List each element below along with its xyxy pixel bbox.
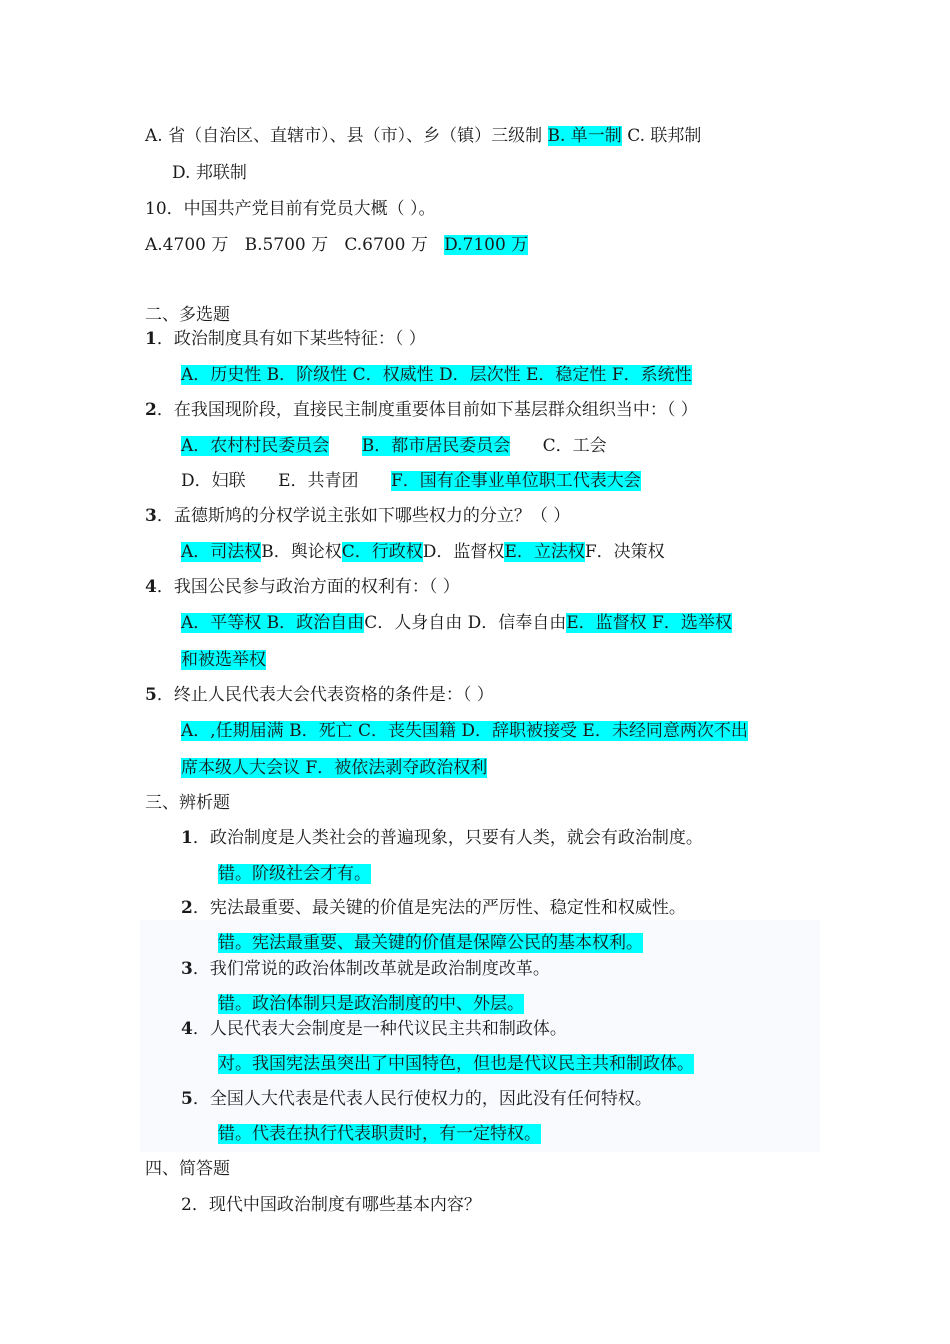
s2-q5-answer-2: 席本级人大会议 F．被依法剥夺政治权利 (181, 758, 488, 778)
s4-q2: 2．现代中国政治制度有哪些基本内容？ (181, 1195, 481, 1215)
s2-q3-stem (145, 504, 570, 528)
q10-option-c: C.6700 万 (344, 235, 428, 255)
s2-q1-answer: A．历史性 B．阶级性 C．权威性 D．层次性 E．稳定性 F．系统性 (181, 365, 692, 385)
s3-item5-number: 5 (181, 1089, 193, 1109)
s2-q5-answer-line2 (181, 756, 487, 780)
q9-options-line (145, 124, 701, 148)
s2-q4-options-line (181, 611, 732, 635)
section3-title: 三、辨析题 (145, 793, 230, 813)
s3-item1-number: 1 (181, 828, 193, 848)
s3-item3-text: ．我们常说的政治体制改革就是政治制度改革。 (192, 959, 550, 979)
s2-q3-answer-a: A．司法权 (181, 542, 262, 562)
s2-q2-answer-b: B．都市居民委员会 (361, 436, 511, 456)
s2-q4-number: 4 (145, 577, 157, 597)
s2-q1-answer-line (181, 363, 692, 387)
s2-q4-answer-ab: A．平等权 B．政治自由 (181, 613, 365, 633)
s2-q3-text: ．孟德斯鸠的分权学说主张如下哪些权力的分立？（ ） (156, 506, 571, 526)
s2-q3-options-line (181, 540, 665, 564)
s3-item1-answer: 错。阶级社会才有。 (218, 864, 371, 884)
s2-q2-options-line2 (181, 469, 641, 493)
s2-q2-answer-f: F．国有企事业单位职工代表大会 (390, 471, 641, 491)
s2-q1-text: ．政治制度具有如下某些特征：（ ） (156, 329, 426, 349)
s2-q1-stem (145, 327, 426, 351)
s3-item2-stem (181, 896, 686, 920)
s3-item2-text: ．宪法最重要、最关键的价值是宪法的严厉性、稳定性和权威性。 (192, 898, 686, 918)
s2-q3-number: 3 (145, 506, 157, 526)
s3-item5-text: ．全国人大代表是代表人民行使权力的，因此没有任何特权。 (192, 1089, 652, 1109)
s3-item2-answer: 错。宪法最重要、最关键的价值是保障公民的基本权利。 (218, 933, 643, 953)
s2-q5-answer-line1 (181, 719, 748, 743)
s3-item2-number: 2 (181, 898, 193, 918)
s3-item3-stem (181, 957, 550, 981)
s2-q3-option-d: D．监督权 (422, 542, 505, 562)
s3-item4-answer-line (218, 1052, 694, 1076)
q9-option-b-answer: B. 单一制 (547, 126, 622, 146)
q10-option-b: B.5700 万 (244, 235, 329, 255)
s2-q3-answer-c: C．行政权 (341, 542, 423, 562)
s3-item5-answer-line (218, 1122, 541, 1146)
s2-q3-option-b: B．舆论权 (261, 542, 342, 562)
s3-item4-text: ．人民代表大会制度是一种代议民主共和制政体。 (192, 1019, 567, 1039)
q9-option-a: A. 省（自治区、直辖市）、县（市）、乡（镇）三级制 (145, 126, 543, 146)
s2-q3-answer-e: E．立法权 (504, 542, 585, 562)
s3-item2-answer-line (218, 931, 643, 955)
s2-q4-answer-ef: E．监督权 F．选举权 (566, 613, 732, 633)
s2-q5-number: 5 (145, 685, 157, 705)
s2-q3-option-f: F．决策权 (584, 542, 665, 562)
s2-q4-answer-continued (181, 648, 266, 672)
section2-title: 二、多选题 (145, 305, 230, 325)
s2-q2-options-line1 (181, 434, 607, 458)
s3-item5-stem (181, 1087, 652, 1111)
s2-q5-answer-1: A．,任期届满 B．死亡 C．丧失国籍 D．辞职被接受 E．未经同意两次不出 (181, 721, 748, 741)
s2-q2-number: 2 (145, 400, 157, 420)
q9-option-c: C. 联邦制 (627, 126, 702, 146)
s2-q4-option-cd: C．人身自由 D．信奉自由 (364, 613, 567, 633)
s2-q4-text: ．我国公民参与政治方面的权利有：（ ） (156, 577, 460, 597)
s2-q2-text: ．在我国现阶段，直接民主制度重要体目前如下基层群众组织当中：（ ） (156, 400, 698, 420)
s3-item1-answer-line (218, 862, 371, 886)
s2-q4-answer-cont: 和被选举权 (181, 650, 266, 670)
s3-item1-stem (181, 826, 703, 850)
s3-item4-stem (181, 1017, 567, 1041)
s2-q2-option-d: D．妇联 (181, 471, 246, 491)
s2-q2-option-e: E．共青团 (278, 471, 359, 491)
q10-stem: 10．中国共产党目前有党员大概（ ）。 (145, 199, 436, 219)
section4-title: 四、简答题 (145, 1159, 230, 1179)
s2-q4-stem (145, 575, 460, 599)
s2-q2-option-c: C．工会 (542, 436, 607, 456)
s3-item3-answer-line (218, 992, 524, 1016)
s2-q5-stem (145, 683, 494, 707)
q10-options-line (145, 233, 528, 257)
s2-q2-stem (145, 398, 698, 422)
s2-q2-answer-a: A．农村村民委员会 (181, 436, 330, 456)
s3-item4-number: 4 (181, 1019, 193, 1039)
s3-item5-answer: 错。代表在执行代表职责时，有一定特权。 (218, 1124, 541, 1144)
s2-q5-text: ．终止人民代表大会代表资格的条件是：（ ） (156, 685, 494, 705)
q10-option-d-answer: D.7100 万 (444, 235, 529, 255)
q10-option-a: A.4700 万 (145, 235, 229, 255)
q9-option-d: D. 邦联制 (172, 163, 247, 183)
s2-q1-number: 1 (145, 329, 157, 349)
s3-item3-number: 3 (181, 959, 193, 979)
s3-item1-text: ．政治制度是人类社会的普遍现象，只要有人类，就会有政治制度。 (192, 828, 703, 848)
s3-item4-answer: 对。我国宪法虽突出了中国特色，但也是代议民主共和制政体。 (218, 1054, 694, 1074)
s3-item3-answer: 错。政治体制只是政治制度的中、外层。 (218, 994, 524, 1014)
